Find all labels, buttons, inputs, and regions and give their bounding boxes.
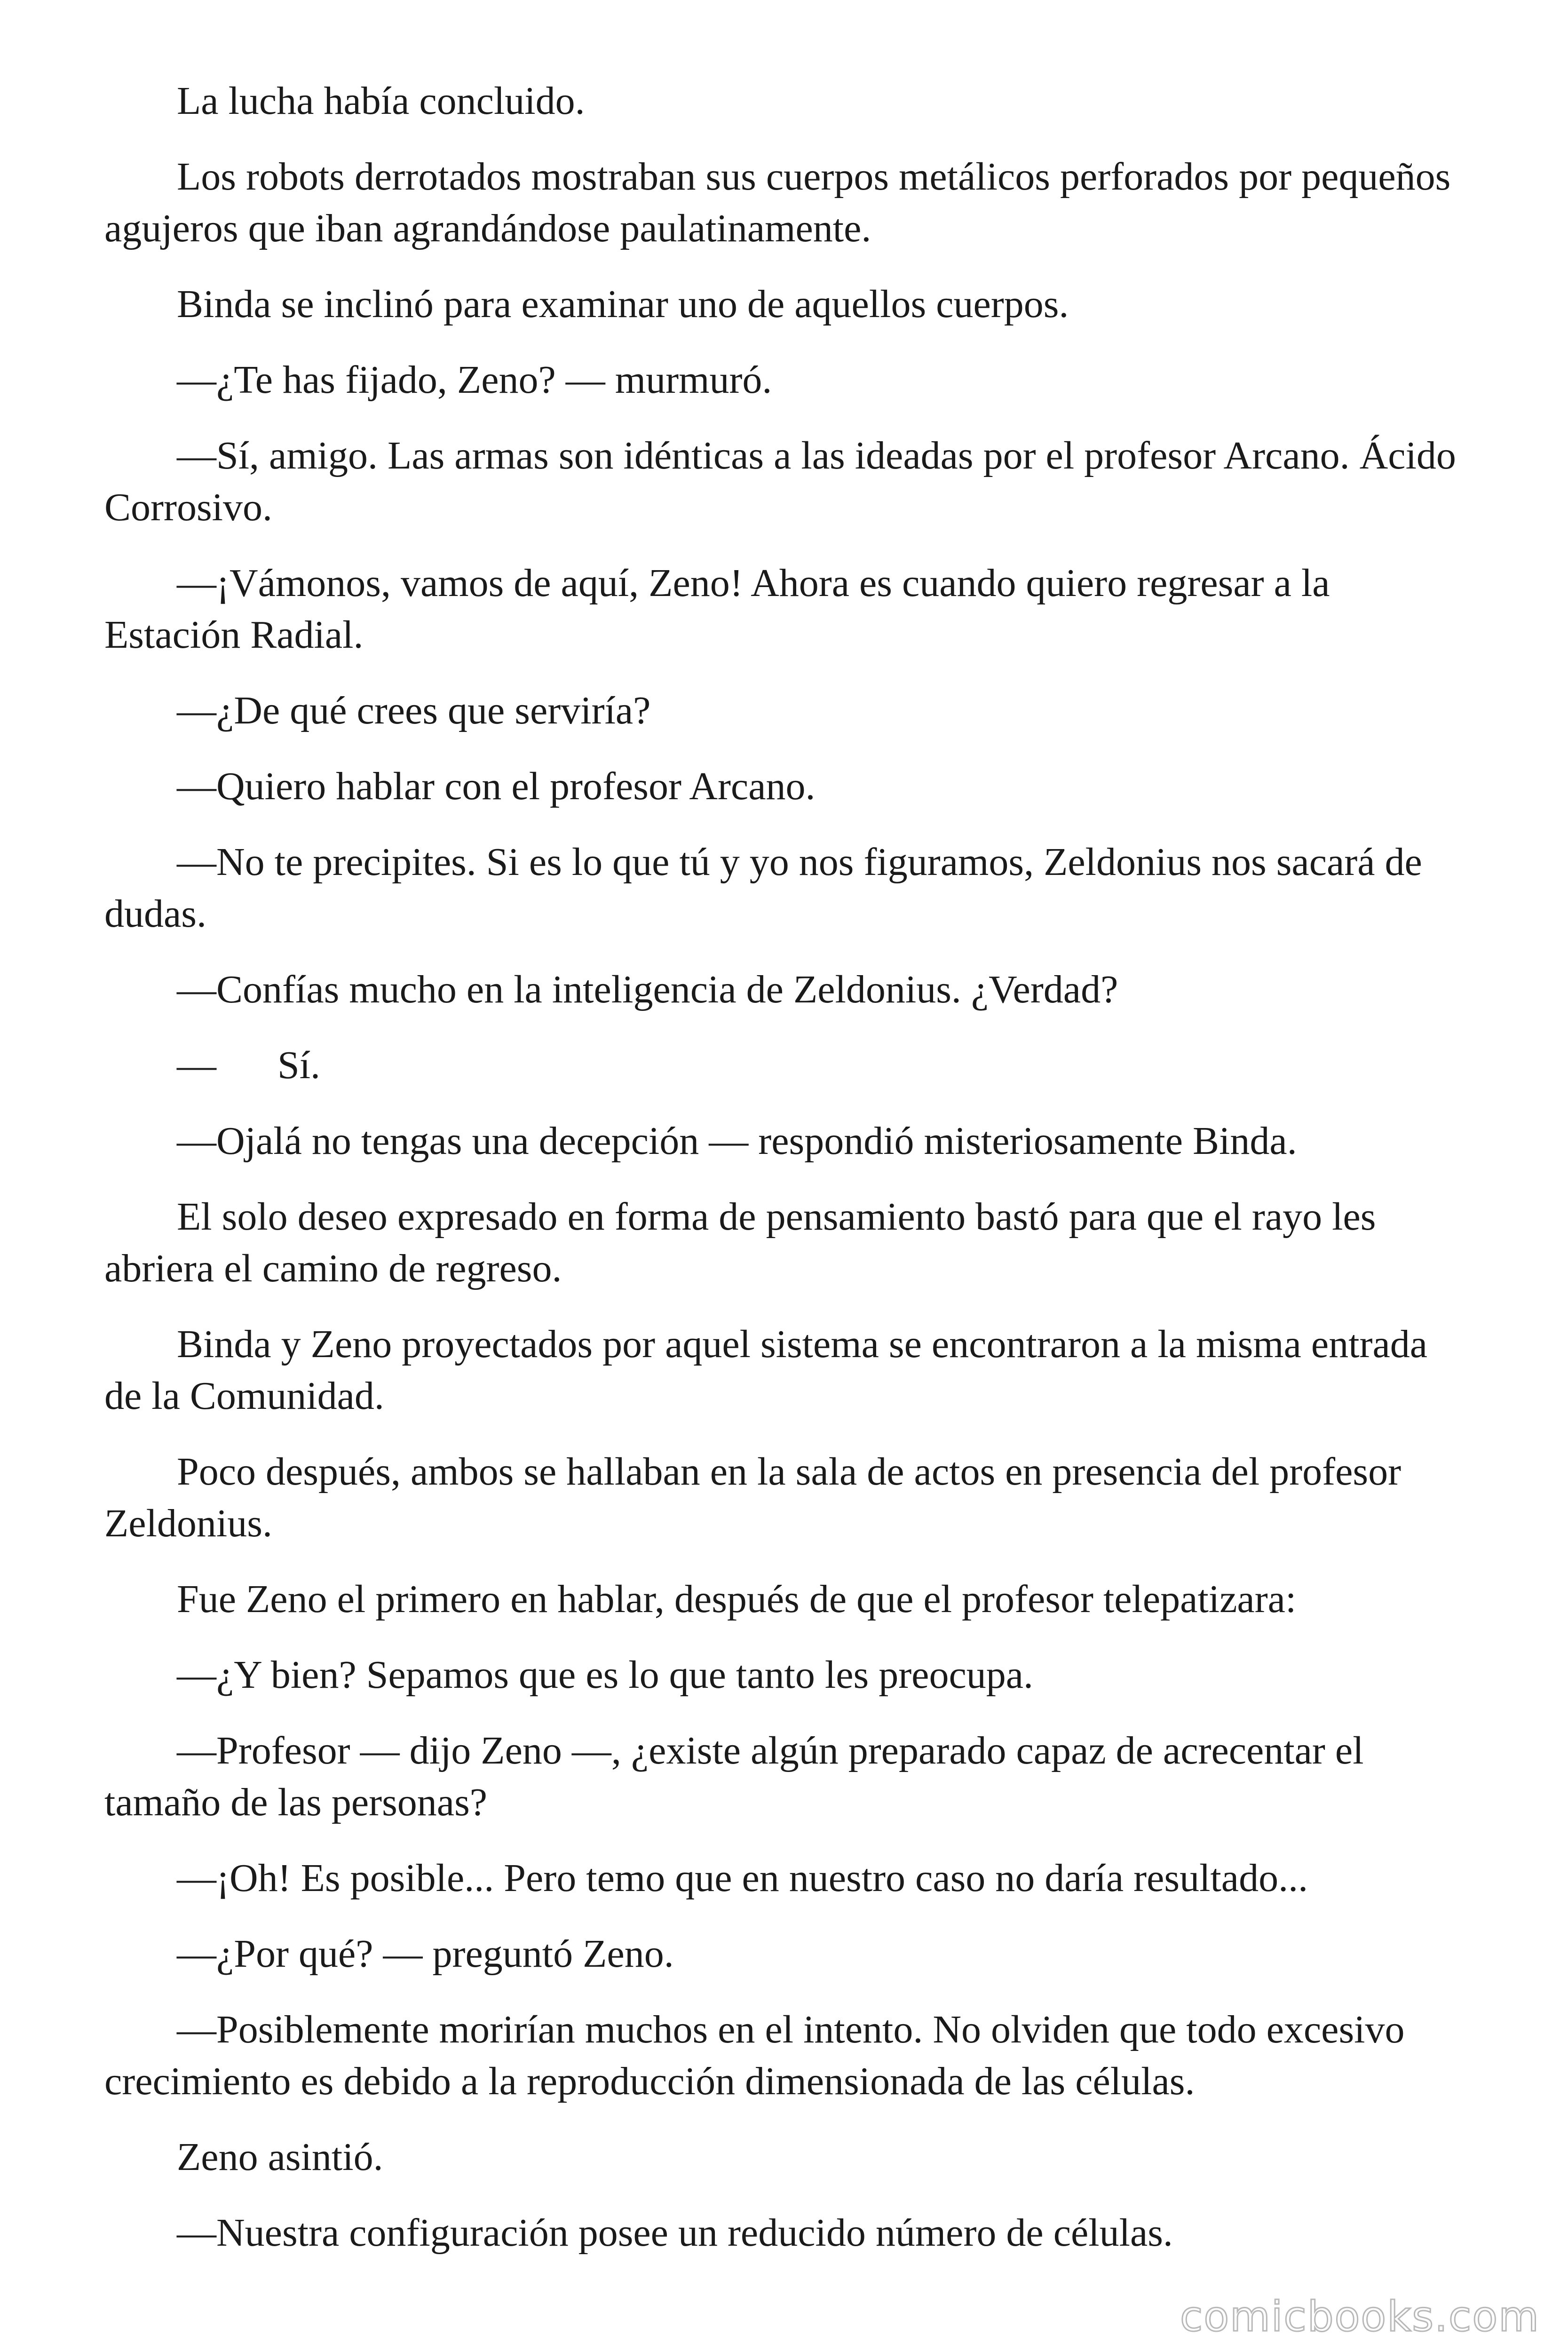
paragraph: —¿De qué crees que serviría? [177, 689, 651, 732]
paragraph: —¿Te has fijado, Zeno? — murmuró. [177, 358, 772, 402]
paragraph: —¡Oh! Es posible... Pero temo que en nuestro caso no daría resultado... [177, 1856, 1308, 1900]
paragraph: —Posiblemente morirían muchos en el intento. No olviden que todo excesivo crecimiento es debido a la reproducción dimensionada de las células. [104, 2008, 1405, 2103]
paragraph-short-reply [104, 1040, 1468, 1091]
paragraph: —No te precipites. Si es lo que tú y yo nos figuramos, Zeldonius nos sacará de dudas. [104, 840, 1422, 936]
paragraph: —¿Por qué? — preguntó Zeno. [177, 1932, 674, 1976]
paragraph: —¿Y bien? Sepamos que es lo que tanto les preocupa. [177, 1653, 1034, 1697]
paragraph: —Sí, amigo. Las armas son idénticas a las ideadas por el profesor Arcano. Ácido Corrosivo. [104, 434, 1456, 529]
paragraph: —Confías mucho en la inteligencia de Zeldonius. ¿Verdad? [177, 968, 1118, 1011]
dialogue-dash: — [177, 1043, 216, 1087]
paragraph: La lucha había concluido. [177, 79, 585, 123]
paragraph: —¡Vámonos, vamos de aquí, Zeno! Ahora es cuando quiero regresar a la Estación Radial. [104, 561, 1330, 657]
paragraph: —Nuestra configuración posee un reducido número de células. [177, 2211, 1173, 2255]
body-text [104, 75, 1468, 2283]
watermark: comicbooks.com [1180, 2292, 1540, 2341]
paragraph: —Profesor — dijo Zeno —, ¿existe algún preparado capaz de acrecentar el tamaño de las personas? [104, 1729, 1364, 1824]
paragraph: Binda y Zeno proyectados por aquel sistema se encontraron a la misma entrada de la Comunidad. [104, 1322, 1428, 1418]
paragraph: Fue Zeno el primero en hablar, después de que el profesor telepatizara: [177, 1577, 1297, 1621]
short-reply-text: Sí. [277, 1043, 321, 1087]
paragraph: Poco después, ambos se hallaban en la sala de actos en presencia del profesor Zeldonius. [104, 1450, 1402, 1545]
paragraph: Zeno asintió. [177, 2135, 383, 2179]
paragraph: Binda se inclinó para examinar uno de aquellos cuerpos. [177, 282, 1069, 326]
paragraph: —Quiero hablar con el profesor Arcano. [177, 764, 816, 808]
paragraph: Los robots derrotados mostraban sus cuerpos metálicos perforados por pequeños agujeros que iban agrandándose paulatinamente. [104, 155, 1451, 250]
paragraph: —Ojalá no tengas una decepción — respondió misteriosamente Binda. [177, 1119, 1297, 1163]
paragraph: El solo deseo expresado en forma de pensamiento bastó para que el rayo les abriera el camino de regreso. [104, 1195, 1376, 1290]
